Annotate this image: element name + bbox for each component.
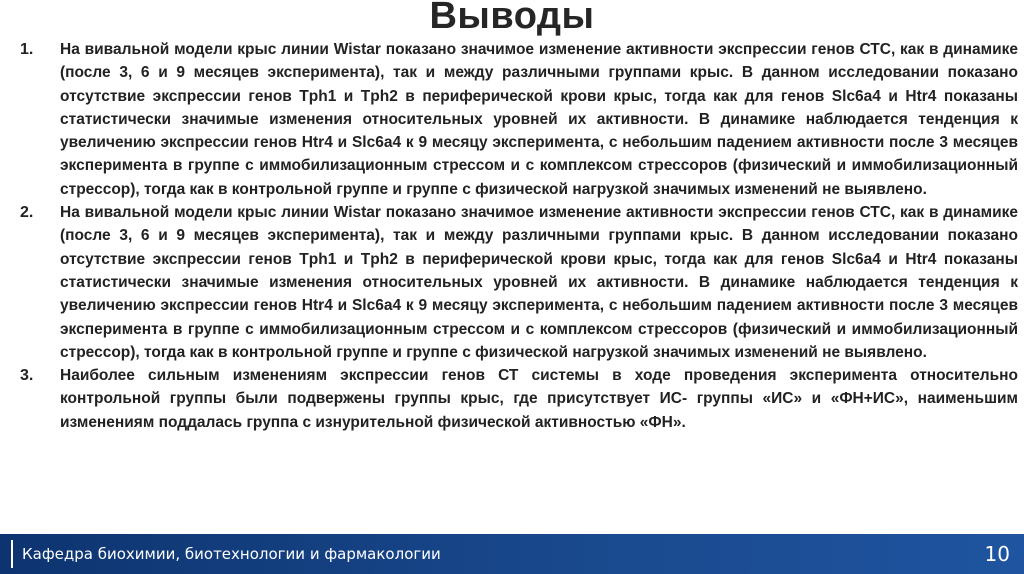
conclusions-list (20, 38, 1018, 434)
list-item-number: 3. (20, 367, 34, 385)
list-item-text: На вивальной модели крыс линии Wistar показано значимое изменение активности экспрессии генов СТС, как в динамике (после 3, 6 и 9 месяцев эксперимента), так и между различными группами крыс. В данном исследовании показано отсутствие экспрессии генов Tph1 и Tph2 в периферической крови крыс, тогда как для генов Slc6a4 и Htr4 показаны статистически значимые изменения относительных уровней их активности. В динамике наблюдается тенденция к увеличению экспрессии генов Htr4 и Slc6a4 к 9 месяцу эксперимента, с небольшим падением активности после 3 месяцев эксперимента в группе с иммобилизационным стрессом и с комплексом стрессоров (физический и иммобилизационный стрессор), тогда как в контрольной группе и группе с физической нагрузкой значимых изменений не выявлено. (60, 204, 1018, 361)
list-item-text: Наиболее сильным изменениям экспрессии генов СТ системы в ходе проведения эксперимента относительно контрольной группы были подвержены группы крыс, где присутствует ИС- группы «ИС» и «ФН+ИС», наименьшим изменениям поддалась группа с изнурительной физической активностью «ФН». (60, 367, 1018, 431)
list-item-text: На вивальной модели крыс линии Wistar показано значимое изменение активности экспрессии генов СТС, как в динамике (после 3, 6 и 9 месяцев эксперимента), так и между различными группами крыс. В данном исследовании показано отсутствие экспрессии генов Tph1 и Tph2 в периферической крови крыс, тогда как для генов Slc6a4 и Htr4 показаны статистически значимые изменения относительных уровней их активности. В динамике наблюдается тенденция к увеличению экспрессии генов Htr4 и Slc6a4 к 9 месяцу эксперимента, с небольшим падением активности после 3 месяцев эксперимента в группе с иммобилизационным стрессом и с комплексом стрессоров (физический и иммобилизационный стрессор), тогда как в контрольной группе и группе с физической нагрузкой значимых изменений не выявлено. (60, 41, 1018, 198)
footer-bar (0, 534, 1024, 574)
slide-title: Выводы (429, 0, 595, 37)
page-number: 10 (984, 542, 1010, 566)
list-item (20, 364, 1018, 434)
department-name: Кафедра биохимии, биотехнологии и фармакологии (22, 545, 441, 563)
list-item (20, 201, 1018, 364)
footer-divider (11, 540, 13, 568)
list-item-number: 1. (20, 41, 34, 58)
list-item (20, 38, 1018, 201)
list-item-number: 2. (20, 204, 34, 222)
